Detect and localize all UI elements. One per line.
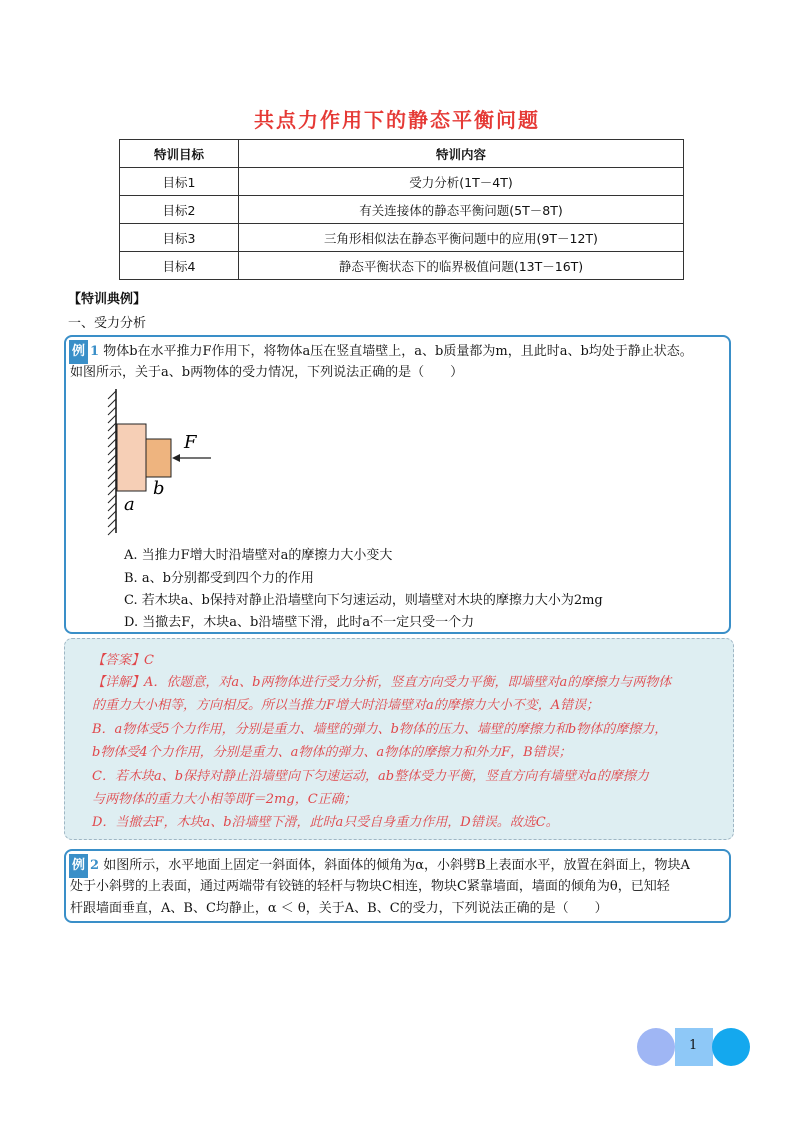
force-label: F (184, 432, 197, 453)
pager-circle-right (712, 1028, 750, 1066)
block-a (117, 424, 146, 491)
table-cell: 目标1 (120, 168, 239, 196)
wall-blocks-figure (96, 387, 226, 537)
table-cell: 受力分析(1T－4T) (239, 168, 684, 196)
example-tag: 例 (69, 340, 88, 364)
example-2-line2: 处于小斜劈的上表面，通过两端带有铰链的轻杆与物块C相连，物块C紧靠墙面，墙面的倾角为θ，已知轻 (70, 879, 670, 894)
table-cell: 目标2 (120, 196, 239, 224)
answer-line: D．当撤去F，木块a、b沿墙壁下滑，此时a只受自身重力作用，D错误。故选C。 (92, 815, 559, 830)
option-c: C. 若木块a、b保持对静止沿墙壁向下匀速运动，则墙壁对木块的摩擦力大小为2mg (124, 593, 603, 608)
table-cell: 三角形相似法在静态平衡问题中的应用(9T－12T) (239, 224, 684, 252)
subsection-heading: 一、受力分析 (68, 316, 147, 331)
option-a: A. 当推力F增大时沿墙壁对a的摩擦力大小变大 (124, 548, 393, 563)
answer-line: 与两物体的重力大小相等即f＝2mg，C正确； (92, 792, 357, 807)
example-number: 2 (90, 858, 100, 873)
answer-line: B．a物体受5个力作用，分别是重力、墙壁的弹力、b物体的压力、墙壁的摩擦力和b物体的摩擦力， (92, 722, 668, 737)
answer-line: 【答案】C (92, 653, 154, 668)
block-b (146, 439, 171, 477)
example-tag: 例 (69, 854, 88, 878)
example-1-line1 (69, 340, 693, 364)
training-targets-table (119, 139, 684, 280)
pager-circle-left (637, 1028, 675, 1066)
example-1-line2: 如图所示，关于a、b两物体的受力情况，下列说法正确的是（ ） (70, 365, 464, 380)
answer-line: C．若木块a、b保持对静止沿墙壁向下匀速运动，ab整体受力平衡，竖直方向有墙壁对a的摩擦力 (92, 769, 649, 784)
example-number: 1 (90, 344, 100, 359)
example-1-question-line: 物体b在水平推力F作用下，将物体a压在竖直墙壁上，a、b质量都为m，且此时a、b均处于静止状态。 (103, 344, 693, 359)
example-2-line3: 杆跟墙面垂直，A、B、C均静止，α ＜ θ，关于A、B、C的受力，下列说法正确的是（ ） (70, 901, 608, 916)
example-2-line1 (69, 854, 690, 878)
wall-hatching (108, 389, 116, 535)
label-a: a (124, 494, 135, 515)
answer-line: 【详解】A．依题意，对a、b两物体进行受力分析，竖直方向受力平衡，即墙壁对a的摩擦力与两物体 (92, 675, 672, 690)
table-row (120, 168, 684, 196)
table-cell: 目标4 (120, 252, 239, 280)
option-d: D. 当撤去F，木块a、b沿墙壁下滑，此时a不一定只受一个力 (124, 615, 475, 630)
example-2-question-line: 如图所示，水平地面上固定一斜面体，斜面体的倾角为α，小斜劈B上表面水平，放置在斜面上，物块A (103, 858, 690, 873)
page-title: 共点力作用下的静态平衡问题 (254, 108, 540, 132)
table-row (120, 224, 684, 252)
table-row (120, 196, 684, 224)
table-row (120, 252, 684, 280)
answer-box (64, 638, 734, 840)
section-heading: 【特训典例】 (68, 292, 147, 307)
page-number: 1 (689, 1038, 698, 1053)
example-1-box (64, 335, 731, 634)
table-cell: 静态平衡状态下的临界极值问题(13T－16T) (239, 252, 684, 280)
answer-line: 的重力大小相等，方向相反。所以当推力F增大时沿墙壁对a的摩擦力大小不变，A错误； (92, 698, 600, 713)
table-header: 特训内容 (239, 140, 684, 168)
page-number-badge (637, 1027, 751, 1067)
table-header-row (120, 140, 684, 168)
table-cell: 有关连接体的静态平衡问题(5T－8T) (239, 196, 684, 224)
table-header: 特训目标 (120, 140, 239, 168)
table-cell: 目标3 (120, 224, 239, 252)
answer-line: b物体受4个力作用，分别是重力、a物体的弹力、a物体的摩擦力和外力F，B错误； (92, 745, 572, 760)
arrow-head (172, 454, 180, 462)
option-b: B. a、b分别都受到四个力的作用 (124, 571, 314, 586)
example-2-box (64, 849, 731, 923)
label-b: b (153, 478, 165, 499)
